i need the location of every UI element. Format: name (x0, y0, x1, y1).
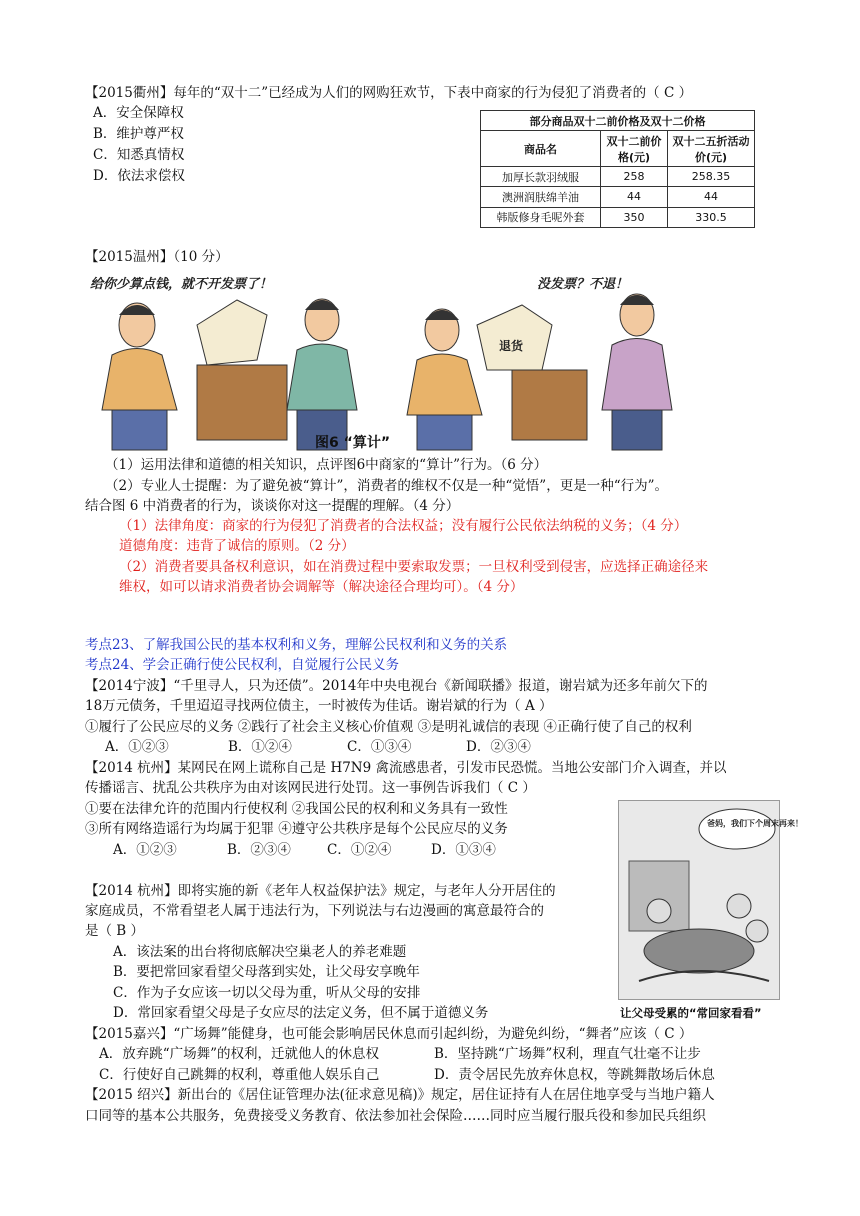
topic-24: 考点24、学会正确行使公民权利，自觉履行公民义务 (85, 657, 400, 673)
cartoon-illustration (619, 801, 803, 999)
q1-option-c: C．知悉真情权 (93, 147, 185, 163)
q2-answer1-line1: （1）法律角度：商家的行为侵犯了消费者的合法权益；没有履行公民依法纳税的义务；（4 分） (119, 518, 688, 534)
q6-option-d: D．责令居民先放弃休息权，等跳舞散场后休息 (434, 1067, 715, 1083)
q4-line2: 传播谣言、扰乱公共秩序为由对该网民进行处罚。这一事例告诉我们（ C ） (85, 780, 536, 796)
q4-option-b: B．②③④ (227, 842, 291, 858)
box-label-return: 退货 (499, 339, 524, 353)
q5-option-a: A．该法案的出台将彻底解决空巢老人的养老难题 (113, 944, 407, 960)
price-table-cell: 44 (601, 187, 668, 207)
q2-answer2-line2: 维权，如可以请求消费者协会调解等（解决途径合理均可）。（4 分） (119, 579, 524, 595)
q4-option-d: D．①③④ (431, 842, 496, 858)
q4-option-c: C．①②④ (327, 842, 392, 858)
price-table-cell: 44 (668, 187, 755, 207)
q3-option-c: C．①③④ (347, 739, 412, 755)
figure-caption: 图6 “算计” (315, 435, 391, 451)
q6-option-a: A．放弃跳“广场舞”的权利，迁就他人的休息权 (99, 1046, 380, 1062)
cartoon-caption: 让父母受累的“常回家看看” (620, 1006, 762, 1020)
q4-line1: 【2014 杭州】某网民在网上谎称自己是 H7N9 禽流感患者，引发市民恐慌。当地公安部门介入调查，并以 (85, 760, 727, 776)
price-table-cell: 350 (601, 207, 668, 227)
price-table-cell: 330.5 (668, 207, 755, 227)
q5-option-b: B．要把常回家看望父母落到实处，让父母安享晚年 (113, 964, 420, 980)
q1-option-a: A．安全保障权 (93, 105, 184, 121)
price-table-cell: 258.35 (668, 167, 755, 187)
q2-stem: 【2015温州】（10 分） (85, 249, 229, 265)
price-table-header: 双十二五折活动价(元) (668, 131, 755, 167)
q3-line2: 18万元债务，千里迢迢寻找两位债主，一时被传为佳话。谢岩斌的行为（ A ） (85, 698, 553, 714)
cartoon-illustration (82, 270, 772, 450)
price-table-header: 双十二前价格(元) (601, 131, 668, 167)
q3-option-b: B．①②④ (228, 739, 292, 755)
q4-option-a: A．①②③ (113, 842, 177, 858)
q7-line2: 口同等的基本公共服务，免费接受义务教育、依法参加社会保险……同时应当履行服兵役和参加民兵组织 (85, 1108, 706, 1124)
q4-line3: ①要在法律允许的范围内行使权利 ②我国公民的权利和义务具有一致性 (85, 801, 508, 817)
price-table-title: 部分商品双十二前价格及双十二价格 (481, 111, 755, 131)
q2-answer2-line1: （2）消费者要具备权利意识，如在消费过程中要索取发票；一旦权利受到侵害，应选择正确途径来 (119, 559, 709, 575)
q3-line1: 【2014宁波】“千里寻人，只为还债”。2014年中央电视台《新闻联播》报道，谢岩斌为还多年前欠下的 (85, 678, 708, 694)
q2-sub2-line1: （2）专业人士提醒：为了避免被“算计”，消费者的维权不仅是一种“觉悟”，更是一种“行为”。 (105, 478, 668, 494)
topic-23: 考点23、了解我国公民的基本权利和义务，理解公民权利和义务的关系 (85, 637, 508, 653)
q6-line1: 【2015嘉兴】“广场舞”能健身，也可能会影响居民休息而引起纠纷，为避免纠纷，“舞者”应该（ C ） (85, 1026, 693, 1042)
elderly-parents-cartoon (618, 800, 803, 1000)
q2-sub2-line2: 结合图 6 中消费者的行为，谈谈你对这一提醒的理解。（4 分） (85, 498, 460, 514)
q3-option-d: D．②③④ (466, 739, 531, 755)
price-table-cell: 加厚长款羽绒服 (481, 167, 601, 187)
q5-option-c: C．作为子女应该一切以父母为重，听从父母的安排 (113, 985, 421, 1001)
q6-option-c: C．行使好自己跳舞的权利，尊重他人娱乐自己 (99, 1067, 380, 1083)
q4-line4: ③所有网络造谣行为均属于犯罪 ④遵守公共秩序是每个公民应尽的义务 (85, 821, 508, 837)
cartoon-bubble-right: 没发票？不退！ (537, 277, 629, 292)
q5-line3: 是（ B ） (85, 923, 145, 939)
price-table-cell: 258 (601, 167, 668, 187)
q5-line1: 【2014 杭州】即将实施的新《老年人权益保护法》规定，与老年人分开居住的 (85, 883, 556, 899)
cartoon-figure-6 (82, 270, 772, 450)
q1-option-d: D．依法求偿权 (93, 168, 185, 184)
q2-answer1-line2: 道德角度：违背了诚信的原则。（2 分） (119, 538, 355, 554)
price-table-cell: 韩版修身毛呢外套 (481, 207, 601, 227)
cartoon-bubble-text: 爸妈，我们下个周末再来！ (707, 819, 803, 828)
price-table (480, 110, 755, 228)
q6-option-b: B．坚持跳“广场舞”权利，理直气壮毫不让步 (434, 1046, 701, 1062)
q5-option-d: D．常回家看望父母是子女应尽的法定义务，但不属于道德义务 (113, 1005, 489, 1021)
price-table-header: 商品名 (481, 131, 601, 167)
q7-line1: 【2015 绍兴】新出台的《居住证管理办法(征求意见稿)》规定，居住证持有人在居住地享受与当地户籍人 (85, 1087, 715, 1103)
q2-sub1: （1）运用法律和道德的相关知识，点评图6中商家的“算计”行为。（6 分） (105, 457, 548, 473)
price-table-cell: 澳洲润肤绵羊油 (481, 187, 601, 207)
q1-stem: 【2015衢州】每年的“双十二”已经成为人们的网购狂欢节，下表中商家的行为侵犯了消费者的（ C ） (85, 85, 693, 101)
cartoon-bubble-left: 给你少算点钱，就不开发票了！ (90, 277, 273, 292)
q3-line3: ①履行了公民应尽的义务 ②践行了社会主义核心价值观 ③是明礼诚信的表现 ④正确行使了自己的权利 (85, 719, 692, 735)
q5-line2: 家庭成员，不常看望老人属于违法行为，下列说法与右边漫画的寓意最符合的 (85, 903, 544, 919)
q1-option-b: B．维护尊严权 (93, 126, 184, 142)
q3-option-a: A．①②③ (105, 739, 169, 755)
